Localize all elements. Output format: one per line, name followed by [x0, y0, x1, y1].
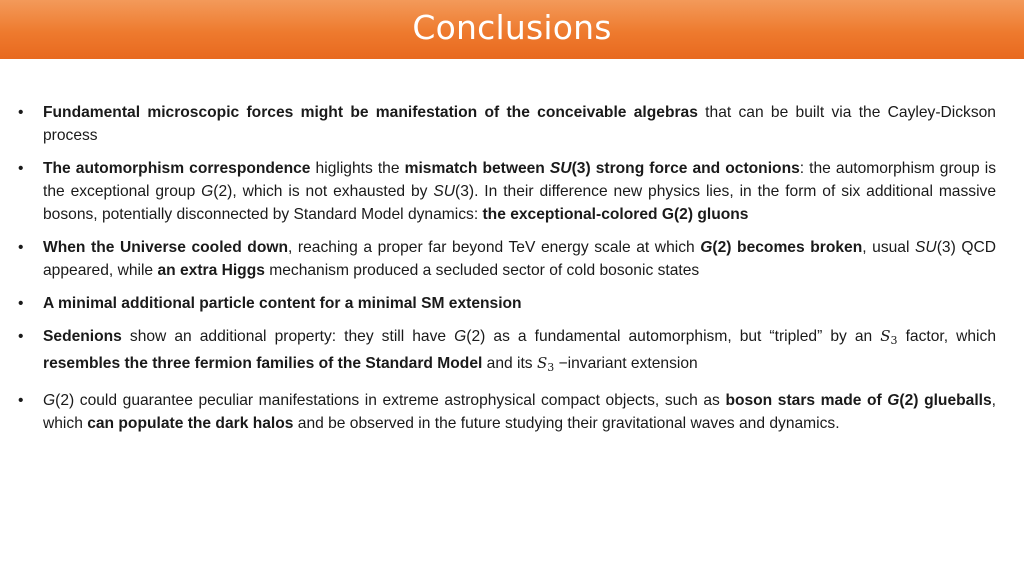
bullet-dot-icon: • — [18, 295, 24, 312]
bold-text: can populate the dark halos — [87, 415, 294, 432]
bullet-dot-icon: • — [18, 160, 24, 177]
body-text: , which — [43, 392, 996, 432]
bullet-dot-icon: • — [18, 328, 24, 345]
bold-text: boson stars made of — [725, 392, 888, 409]
body-text: : the automorphism group is the exceptional group — [43, 160, 996, 200]
math-subscript: 3 — [547, 361, 555, 374]
body-text: −invariant extension — [554, 355, 698, 372]
bold-italic-text: G — [700, 239, 713, 256]
bold-italic-text: SU — [549, 160, 572, 177]
math-symbol — [880, 327, 897, 345]
bullet-dot-icon: • — [18, 104, 24, 121]
math-symbol — [537, 354, 554, 372]
bullet-item — [18, 389, 996, 435]
italic-text: G — [201, 183, 214, 200]
body-text: (3). In their difference new physics lies, in the form of six additional massive bosons, potentially disconnected by Standard Model dynamics: — [43, 183, 997, 223]
italic-text: G — [454, 328, 467, 345]
bullet-item — [18, 325, 996, 379]
bullet-dot-icon: • — [18, 239, 24, 256]
body-text: (3) QCD appeared, while — [43, 239, 996, 279]
bold-text: The automorphism correspondence — [43, 160, 311, 177]
bold-text: (3) strong force and octonions — [571, 160, 800, 177]
italic-text: G — [43, 392, 56, 409]
math-subscript: 3 — [890, 334, 898, 347]
body-text: , usual — [862, 239, 916, 256]
bold-text: Fundamental microscopic forces might be manifestation of the conceivable algebras — [43, 104, 698, 121]
slide-title: Conclusions — [412, 8, 612, 47]
bullet-list — [18, 101, 996, 445]
math-letter: S — [536, 354, 548, 372]
bold-text: (2) glueballs — [899, 392, 992, 409]
body-text: (2) as a fundamental automorphism, but “tripled” by an — [466, 328, 881, 345]
body-text: and its — [482, 355, 537, 372]
bullet-item — [18, 157, 996, 226]
bullet-item — [18, 101, 996, 147]
bullet-item — [18, 236, 996, 282]
bold-italic-text: G — [887, 392, 900, 409]
body-text: and be observed in the future studying their gravitational waves and dynamics. — [293, 415, 840, 432]
body-text: factor, which — [897, 328, 996, 345]
bold-text: (2) becomes broken — [712, 239, 863, 256]
body-text: mechanism produced a secluded sector of cold bosonic states — [264, 262, 700, 279]
body-text: (2) could guarantee peculiar manifestations in extreme astrophysical compact objects, such as — [55, 392, 726, 409]
italic-text: SU — [915, 239, 937, 256]
bold-text: an extra Higgs — [157, 262, 265, 279]
bold-text: A minimal additional particle content for a minimal SM extension — [43, 295, 522, 312]
bold-text: the exceptional-colored G(2) gluons — [482, 206, 749, 223]
bold-text: mismatch between — [404, 160, 550, 177]
body-text: higlights the — [310, 160, 405, 177]
italic-text: SU — [433, 183, 456, 200]
title-bar — [0, 0, 1024, 59]
body-text: show an additional property: they still have — [121, 328, 455, 345]
math-letter: S — [880, 327, 891, 345]
body-text: that can be built via the Cayley-Dickson process — [43, 104, 996, 144]
body-text: (2), which is not exhausted by — [213, 183, 434, 200]
body-text: , reaching a proper far beyond TeV energy scale at which — [288, 239, 701, 256]
bold-text: When the Universe cooled down — [43, 239, 289, 256]
bold-text: resembles the three fermion families of the Standard Model — [43, 355, 483, 372]
bullet-item — [18, 292, 996, 315]
bullet-dot-icon: • — [18, 392, 24, 409]
bold-text: Sedenions — [43, 328, 122, 345]
